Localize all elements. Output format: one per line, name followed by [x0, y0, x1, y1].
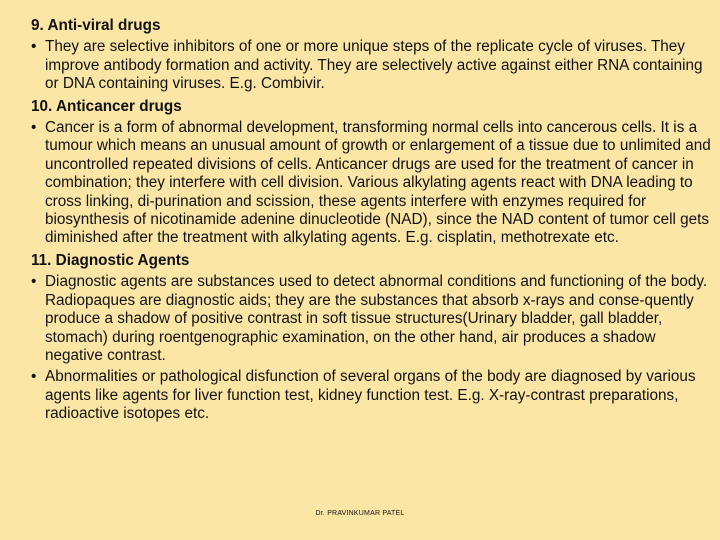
section-heading: 11. Diagnostic Agents: [31, 251, 190, 269]
section-diagnostic: [31, 251, 713, 424]
bullet-dot: •: [31, 119, 37, 137]
bullet-item: [31, 38, 713, 93]
footer-author: Dr. PRAVINKUMAR PATEL: [315, 510, 405, 517]
section-antiviral: [31, 16, 713, 94]
section-anticancer: [31, 97, 713, 248]
bullet-dot: •: [31, 368, 37, 386]
bullet-dot: •: [31, 273, 37, 291]
bullet-text: They are selective inhibitors of one or more unique steps of the replicate cycle of viruses. They improve antibody formation and activity. They are selectively active against either RNA containing or DNA containing viruses. E.g. Combivir.: [45, 38, 703, 93]
bullet-text: Diagnostic agents are substances used to detect abnormal conditions and functioning of the body. Radiopaques are diagnostic aids; they are the substances that absorb x-rays and conse-quently produce a shadow of positive contrast in soft tissue structures(Urinary bladder, gall bladder, stomach) during roentgenographic examination, on the other hand, air produces a shadow negative contrast.: [45, 273, 708, 364]
bullet-text: Abnormalities or pathological disfunction of several organs of the body are diagnosed by various agents like agents for liver function test, kidney function test. E.g. X-ray-contrast preparations, radioactive isotopes etc.: [45, 368, 696, 423]
section-heading: 9. Anti-viral drugs: [31, 17, 161, 34]
bullet-text: Cancer is a form of abnormal development, transforming normal cells into cancerous cells. It is a tumour which means an unusual amount of growth or enlargement of a tissue due to unlimited and uncontrolled repeated divisions of cells. Anticancer drugs are used for the treatment of cancer in combination; they interfere with cell division. Various alkylating agents react with DNA leading to cross linking, di-purination and scission, these agents interfere with enzymes required for biosynthesis of nicotinamide adenine dinucleotide (NAD), since the NAD content of tumor cell gets diminished after the treatment with alkylating agents. E.g. cisplatin, methotrexate etc.: [45, 119, 711, 247]
bullet-item: [31, 368, 713, 423]
bullet-item: [31, 119, 713, 248]
section-heading: 10. Anticancer drugs: [31, 97, 182, 115]
slide-content: [31, 16, 713, 427]
bullet-dot: •: [31, 38, 37, 56]
bullet-item: [31, 273, 713, 365]
